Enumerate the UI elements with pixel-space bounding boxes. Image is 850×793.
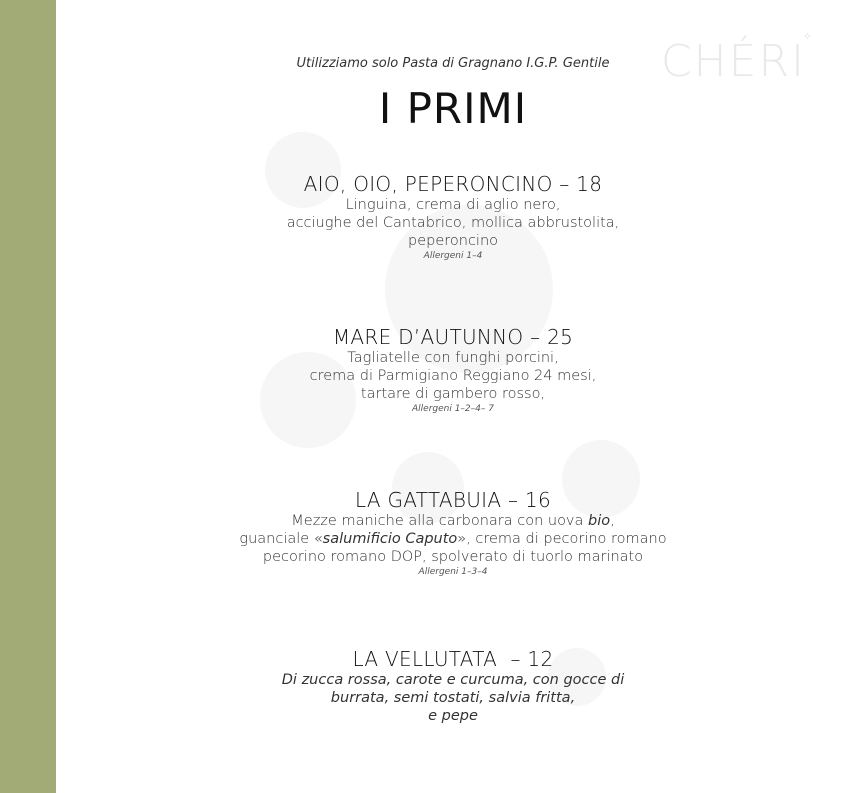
dish-name: MARE D’AUTUNNO – 25 (332, 325, 574, 349)
text-run: Mezze maniche alla carbonara con uova (291, 513, 589, 529)
brand-logo: CHÉRI (660, 36, 806, 87)
dish-description-line (56, 530, 850, 548)
text-run-italic: bio (588, 513, 611, 529)
dish-aio-oio (56, 172, 850, 262)
text-run: », crema di pecorino romano (457, 531, 667, 547)
dish-name: LA VELLUTATA – 12 (352, 647, 554, 671)
dish-name: AIO, OIO, PEPERONCINO – 18 (303, 172, 603, 196)
text-run: guanciale « (239, 531, 323, 547)
dish-allergens: Allergeni 1–2–4– 7 (412, 404, 494, 414)
dish-description-line: peperoncino (407, 233, 499, 249)
dish-mare-d-autunno (56, 325, 850, 415)
dish-description-line: tartare di gambero rosso, (360, 386, 546, 402)
side-color-bar (0, 0, 56, 793)
dish-allergens: Allergeni 1–4 (423, 251, 483, 261)
menu-page (56, 0, 850, 793)
dish-description-line (56, 512, 850, 530)
dish-description-line: Tagliatelle con funghi porcini, (347, 350, 559, 366)
menu-intro: Utilizziamo solo Pasta di Gragnano I.G.P. Gentile (296, 56, 610, 71)
section-title: I PRIMI (378, 84, 528, 133)
dish-la-gattabuia (56, 488, 850, 578)
text-run: , (610, 513, 615, 529)
dish-description-line: Di zucca rossa, carote e curcuma, con gocce di (281, 672, 625, 688)
dish-la-vellutata (56, 647, 850, 725)
dish-description-line: crema di Parmigiano Reggiano 24 mesi, (309, 368, 597, 384)
dish-description-line: pecorino romano DOP, spolverato di tuorlo marinato (262, 549, 644, 565)
dish-allergens: Allergeni 1–3–4 (418, 567, 488, 577)
dish-description-line: e pepe (428, 708, 478, 724)
dish-description-line: acciughe del Cantabrico, mollica abbrustolita, (286, 215, 620, 231)
dish-description-line: burrata, semi tostati, salvia fritta, (330, 690, 576, 706)
text-run-italic: salumificio Caputo (322, 531, 458, 547)
dish-description-line: Linguina, crema di aglio nero, (345, 197, 561, 213)
logo-star-icon: ✧ (802, 30, 812, 43)
dish-name: LA GATTABUIA – 16 (354, 488, 552, 512)
